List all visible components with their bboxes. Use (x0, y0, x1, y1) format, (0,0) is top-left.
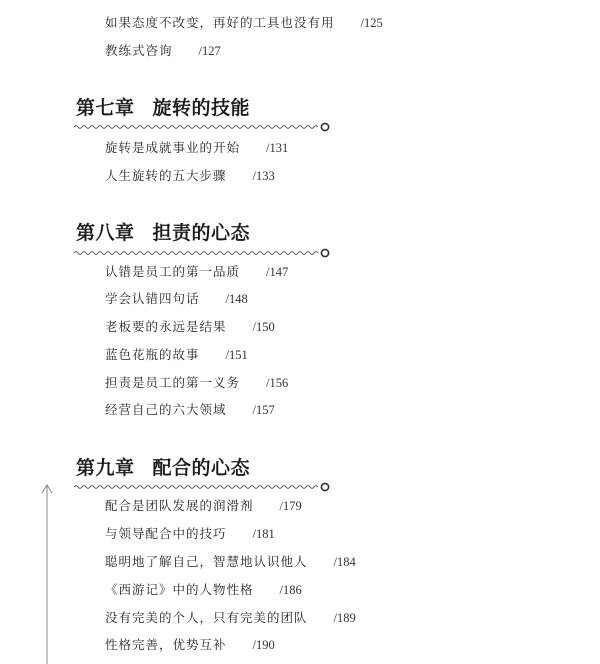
toc-entry-page: /157 (252, 403, 275, 417)
toc-entry-page: /131 (266, 141, 289, 155)
wavy-divider (74, 121, 334, 133)
toc-entry-page: /156 (266, 376, 289, 390)
toc-entry-page: /151 (225, 348, 248, 362)
toc-entry-page: /125 (360, 16, 383, 30)
chapter-title: 配合的心态 (152, 457, 251, 479)
wavy-divider (74, 247, 334, 259)
toc-entry-title: 经营自己的六大领域 (105, 402, 227, 417)
chapter-heading[interactable] (76, 457, 250, 479)
toc-entry-title: 性格完善，优势互补 (105, 637, 227, 652)
toc-entry[interactable] (105, 43, 221, 59)
toc-entry-page: /181 (252, 527, 275, 541)
toc-entry[interactable] (105, 610, 356, 626)
toc-entry-page: /189 (333, 611, 356, 625)
toc-entry-title: 聪明地了解自己，智慧地认识他人 (105, 554, 308, 569)
toc-entry-page: /150 (252, 320, 275, 334)
toc-entry-title: 担责是员工的第一义务 (105, 375, 241, 390)
toc-entry-title: 教练式咨询 (105, 43, 173, 58)
toc-entry[interactable] (105, 554, 356, 570)
wavy-divider (74, 481, 334, 493)
toc-entry[interactable] (105, 582, 302, 598)
toc-entry-page: /186 (279, 583, 302, 597)
toc-entry-page: /127 (198, 44, 221, 58)
toc-entry-title: 与领导配合中的技巧 (105, 526, 227, 541)
chapter-number: 第七章 (76, 97, 135, 119)
toc-entry-title: 《西游记》中的人物性格 (105, 582, 254, 597)
chapter-heading[interactable] (76, 222, 250, 244)
toc-entry[interactable] (105, 140, 288, 156)
toc-entry-page: /190 (252, 638, 275, 652)
toc-entry[interactable] (105, 526, 275, 542)
toc-entry[interactable] (105, 319, 275, 335)
toc-entry[interactable] (105, 375, 288, 391)
up-arrow-icon (40, 482, 54, 664)
toc-entry-page: /148 (225, 292, 248, 306)
toc-entry[interactable] (105, 264, 288, 280)
toc-entry-title: 学会认错四句话 (105, 291, 200, 306)
chapter-number: 第九章 (76, 457, 135, 479)
toc-entry[interactable] (105, 402, 275, 418)
toc-entry-title: 没有完美的个人，只有完美的团队 (105, 610, 308, 625)
toc-entry-title: 配合是团队发展的润滑剂 (105, 498, 254, 513)
toc-entry-page: /133 (252, 169, 275, 183)
toc-entry[interactable] (105, 15, 383, 31)
toc-entry-page: /179 (279, 499, 302, 513)
toc-entry[interactable] (105, 347, 248, 363)
chapter-title: 担责的心态 (152, 222, 251, 244)
chapter-heading[interactable] (76, 97, 250, 119)
toc-entry[interactable] (105, 291, 248, 307)
toc-entry[interactable] (105, 637, 275, 653)
toc-entry[interactable] (105, 498, 302, 514)
toc-entry-page: /147 (266, 265, 289, 279)
toc-entry-title: 蓝色花瓶的故事 (105, 347, 200, 362)
toc-entry-title: 老板要的永远是结果 (105, 319, 227, 334)
toc-entry-title: 旋转是成就事业的开始 (105, 140, 241, 155)
chapter-title: 旋转的技能 (152, 97, 251, 119)
toc-entry-title: 认错是员工的第一品质 (105, 264, 241, 279)
toc-entry[interactable] (105, 168, 275, 184)
toc-entry-page: /184 (333, 555, 356, 569)
chapter-number: 第八章 (76, 222, 135, 244)
toc-entry-title: 如果态度不改变，再好的工具也没有用 (105, 15, 335, 30)
toc-entry-title: 人生旋转的五大步骤 (105, 168, 227, 183)
